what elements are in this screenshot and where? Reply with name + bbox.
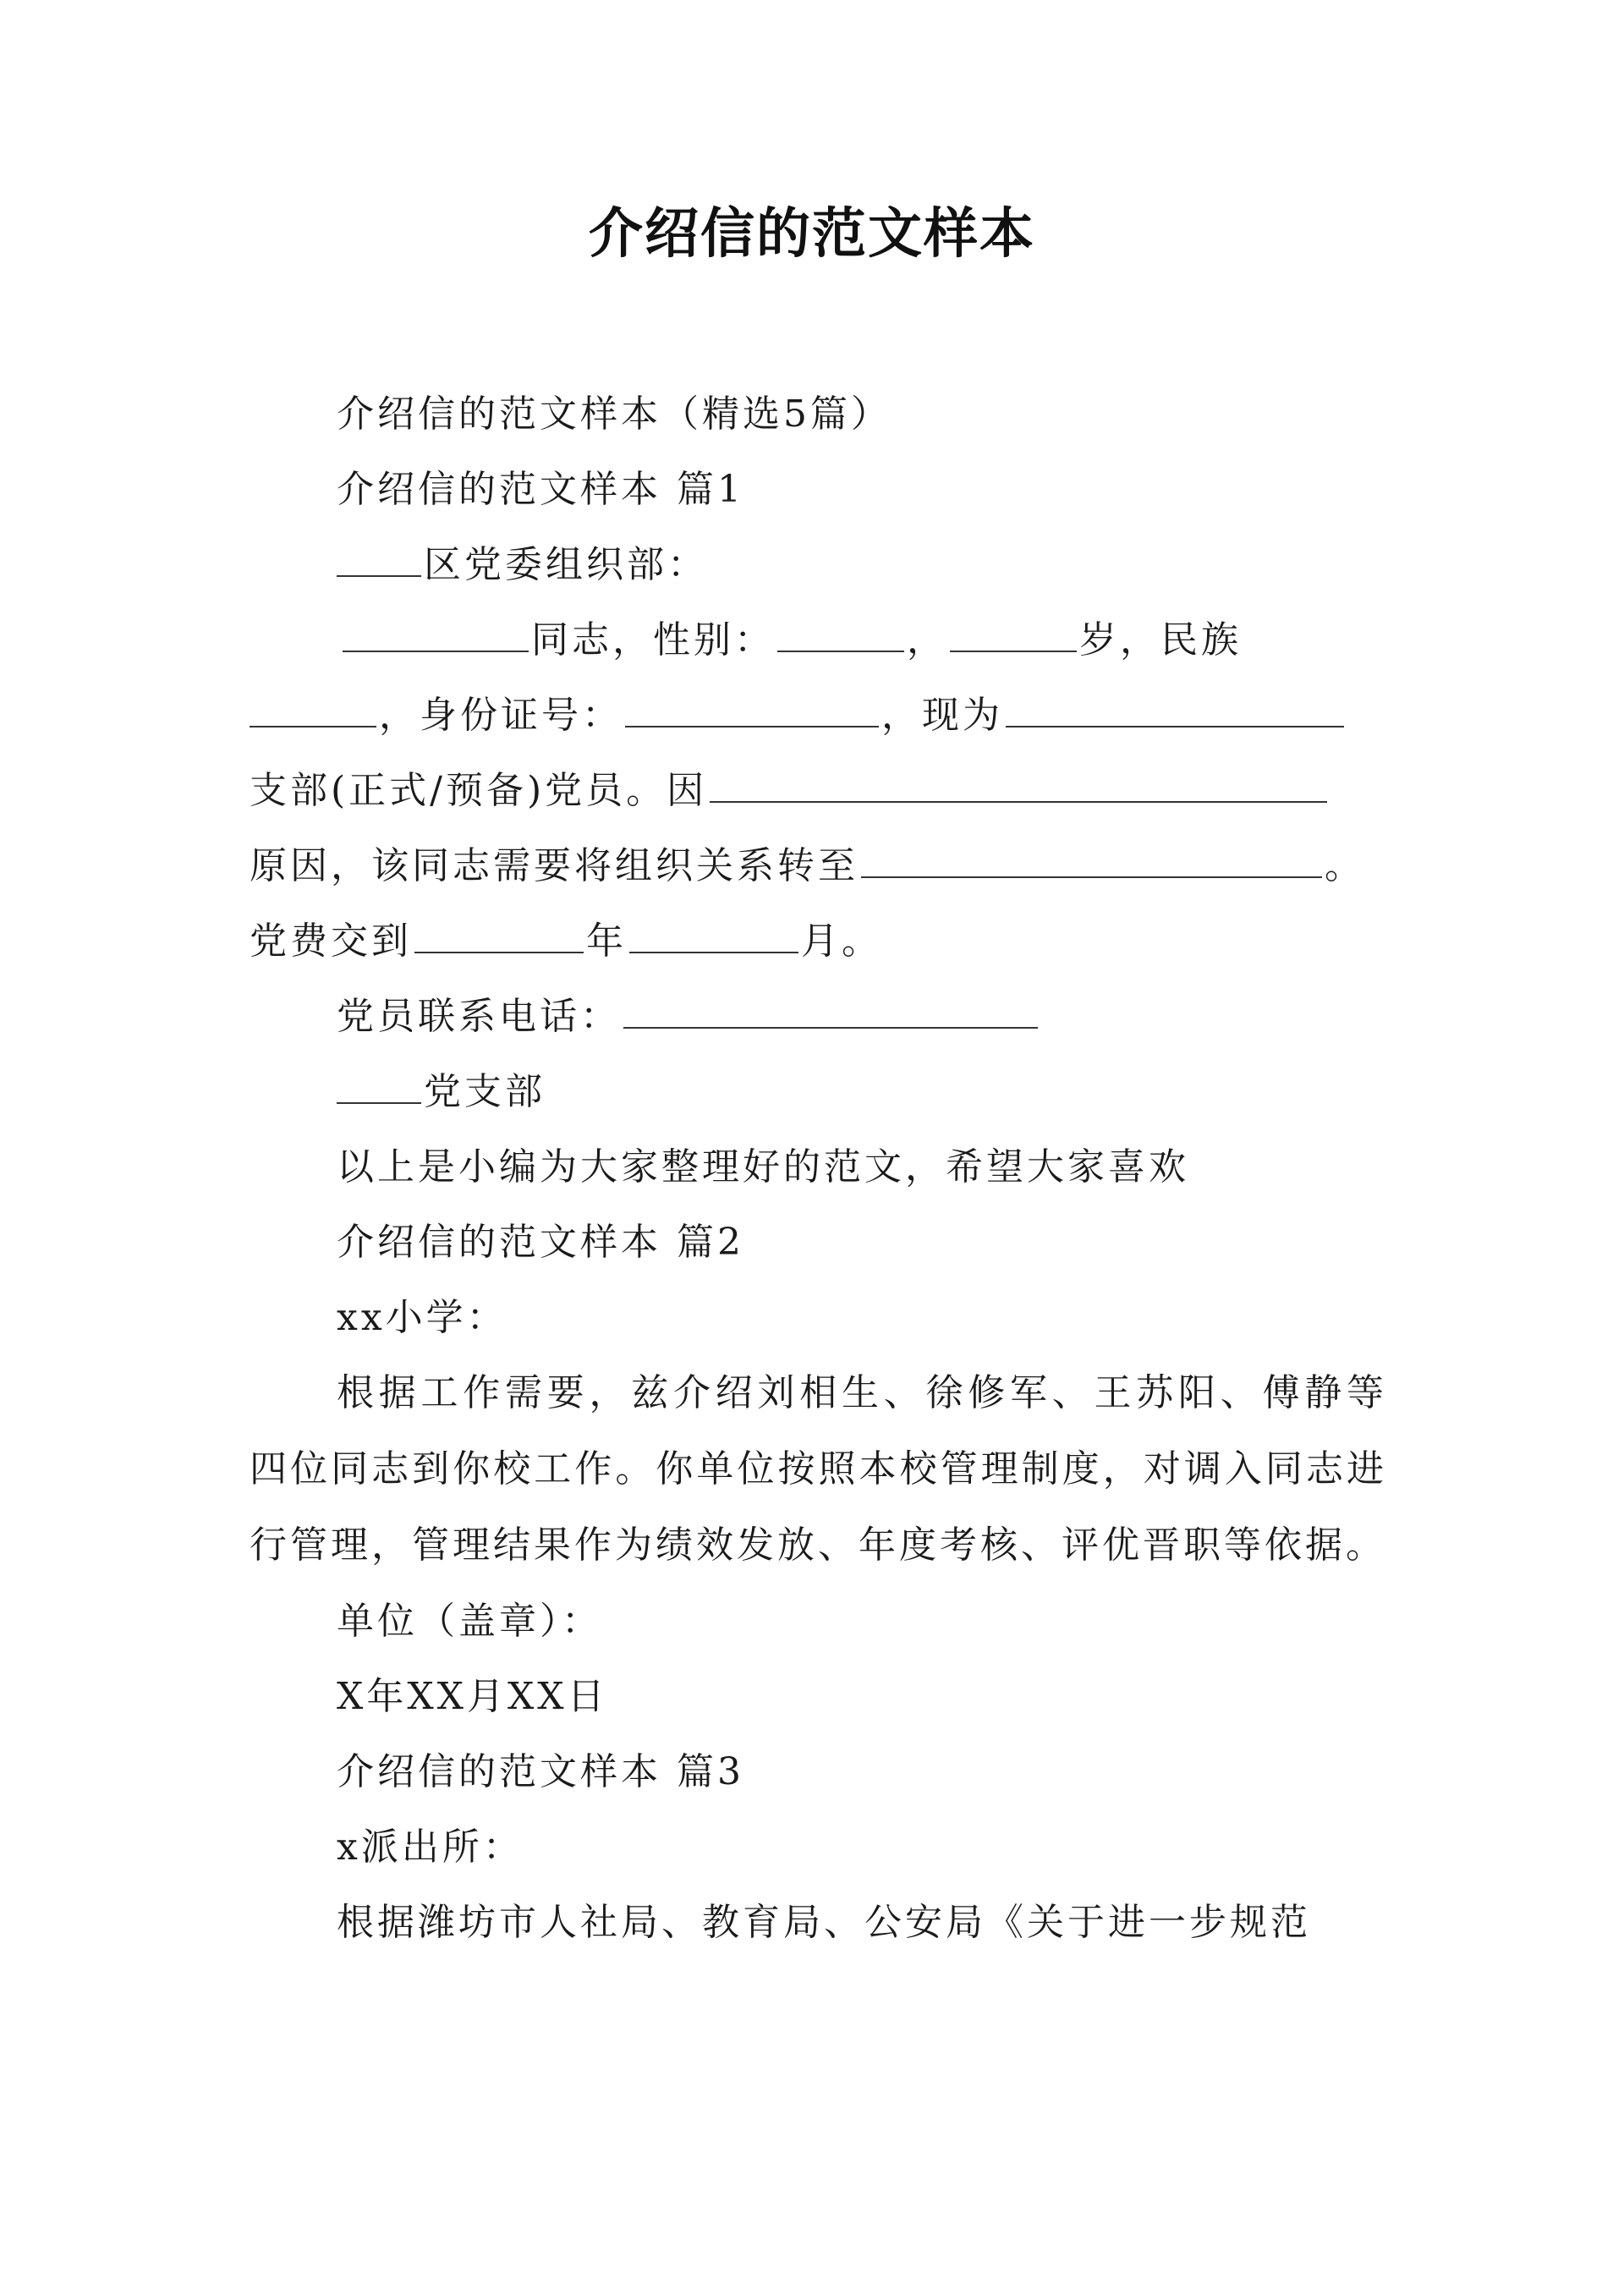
blank-branch [1006, 699, 1344, 727]
section-2-body: 根据工作需要，兹介绍刘相生、徐修军、王苏阳、傅静等四位同志到你校工作。你单位按照本校管理制度，对调入同志进行管理，管理结果作为绩效发放、年度考核、评优晋职等依据。 [250, 1371, 1387, 1567]
blank-transfer-target [861, 849, 1322, 878]
section-1-signature: 党支部 [424, 1070, 546, 1113]
label-tongzhi-gender: 同志，性别： [531, 618, 775, 662]
blank-reason [710, 774, 1327, 803]
blank-dues-year [414, 925, 584, 953]
blank-name [343, 623, 529, 652]
blank-gender [777, 623, 904, 652]
document-body [250, 376, 1387, 1960]
section-2-heading: 介绍信的范文样本 篇2 [337, 1221, 744, 1264]
section-1-signature-line [250, 1054, 1387, 1129]
section-2-unit-label: 单位（盖章）： [337, 1600, 602, 1643]
section-1-line-zhibu [250, 753, 1387, 828]
section-1-phone-line [250, 979, 1387, 1054]
label-year: 年 [586, 920, 627, 963]
blank-age [950, 623, 1077, 652]
section-1-line-dangfei [250, 903, 1387, 979]
section-1-line-shenfen [250, 678, 1387, 753]
label-currently: ，现为 [881, 694, 1003, 737]
section-1-recipient: 区党委组织部： [424, 543, 708, 586]
blank-ethnicity [250, 699, 376, 727]
label-party-member: 支部(正式/预备)党员。因 [250, 769, 708, 812]
section-1-line-tongzhi: 同志，性别： ， 岁，民族 [250, 602, 1387, 678]
section-2-date: X年XX月XX日 [337, 1675, 608, 1718]
section-1-closing: 以上是小编为大家整理好的范文，希望大家喜欢 [337, 1145, 1189, 1189]
section-1-heading: 介绍信的范文样本 篇1 [337, 468, 744, 511]
section-1-recipient-line [250, 527, 1387, 602]
section-3-recipient: x派出所： [337, 1826, 524, 1869]
section-1-line-yuanyin: 原因，该同志需要将组织关系转至 。 [250, 844, 1365, 887]
document-subtitle: 介绍信的范文样本（精选5篇） [337, 393, 892, 436]
document-title: 介绍信的范文样本 [589, 203, 1035, 266]
section-2-recipient: xx小学： [337, 1296, 508, 1339]
blank-branch-name [337, 1075, 421, 1104]
label-month: 月。 [801, 920, 882, 963]
label-phone: 党员联系电话： [337, 995, 621, 1038]
label-dues-paid: 党费交到 [250, 920, 412, 963]
label-transfer-to: 原因，该同志需要将组织关系转至 [250, 844, 859, 887]
blank-phone [623, 1000, 1038, 1029]
label-id-number: ，身份证号： [379, 694, 623, 737]
blank-district [337, 548, 421, 577]
label-age-ethnicity: 岁，民族 [1079, 618, 1242, 662]
blank-id-number [625, 699, 879, 727]
blank-dues-month [629, 925, 798, 953]
section-3-body-start: 根据潍坊市人社局、教育局、公安局《关于进一步规范 [337, 1901, 1311, 1944]
section-3-heading: 介绍信的范文样本 篇3 [337, 1750, 744, 1793]
